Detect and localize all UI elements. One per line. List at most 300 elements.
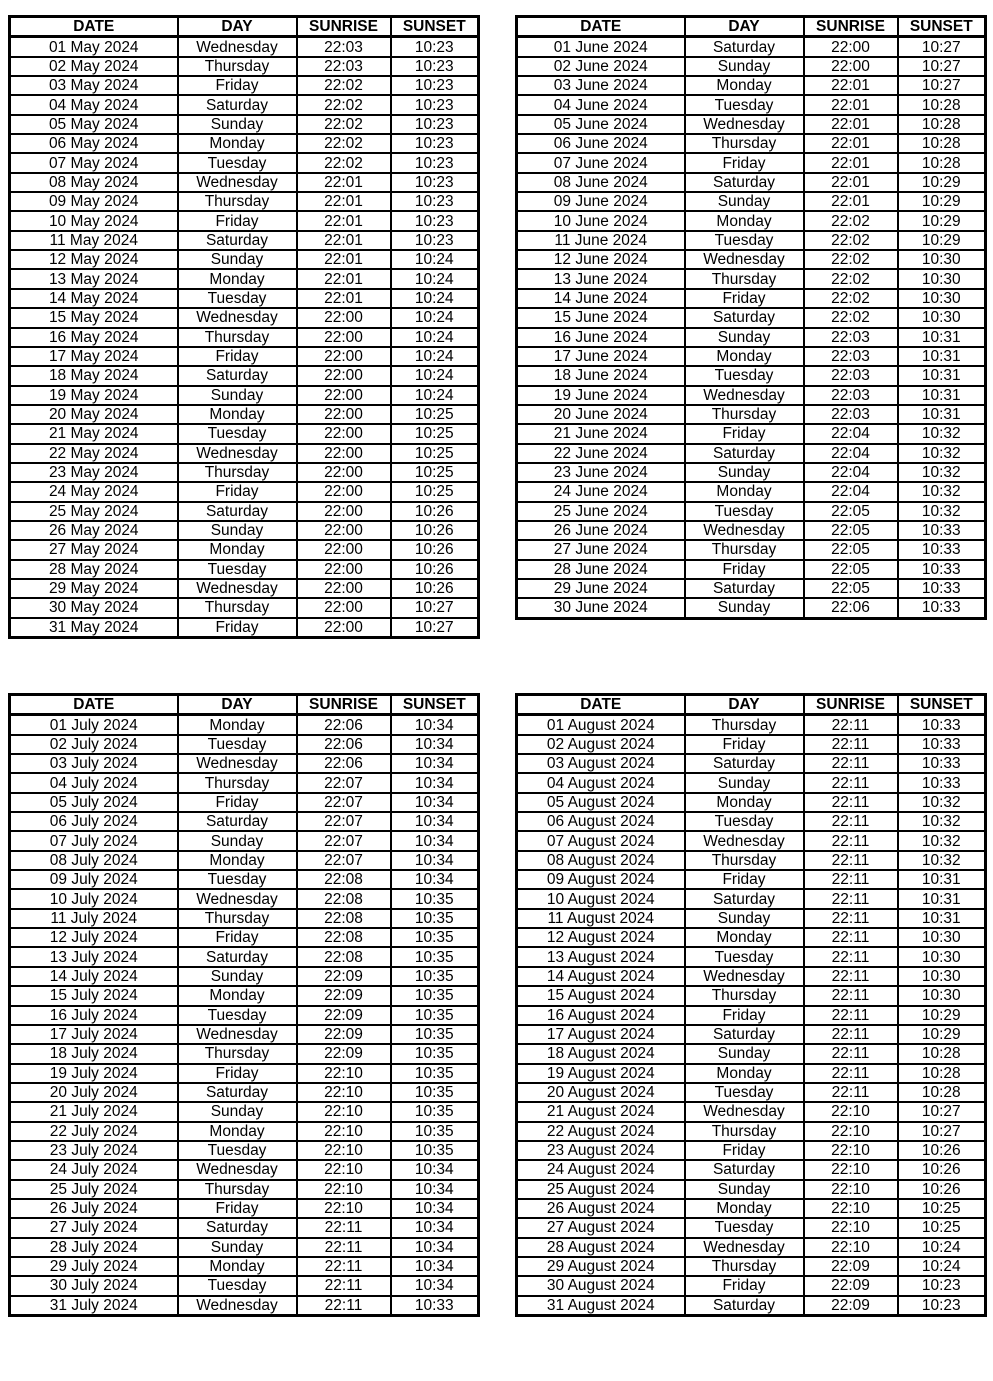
table-row bbox=[10, 192, 479, 211]
day-cell: Wednesday bbox=[178, 37, 297, 57]
sunset-cell: 10:27 bbox=[898, 76, 986, 95]
table-row bbox=[517, 1257, 986, 1276]
sunrise-cell: 22:11 bbox=[804, 754, 898, 773]
date-cell: 20 May 2024 bbox=[10, 405, 178, 424]
table-row bbox=[517, 793, 986, 812]
table-row bbox=[10, 1257, 479, 1276]
table-row bbox=[517, 366, 986, 385]
table-row bbox=[517, 540, 986, 559]
day-cell: Monday bbox=[178, 540, 297, 559]
sunset-cell: 10:24 bbox=[391, 366, 479, 385]
sunrise-cell: 22:10 bbox=[297, 1064, 391, 1083]
table-row bbox=[10, 870, 479, 889]
date-cell: 14 May 2024 bbox=[10, 289, 178, 308]
day-cell: Sunday bbox=[685, 773, 804, 792]
date-cell: 13 July 2024 bbox=[10, 947, 178, 966]
sunrise-cell: 22:01 bbox=[804, 76, 898, 95]
date-cell: 08 June 2024 bbox=[517, 173, 685, 192]
sunrise-cell: 22:00 bbox=[297, 618, 391, 638]
sunset-cell: 10:23 bbox=[391, 211, 479, 230]
sunrise-cell: 22:11 bbox=[804, 1064, 898, 1083]
table-row bbox=[10, 405, 479, 424]
date-cell: 23 May 2024 bbox=[10, 463, 178, 482]
sun-table-august bbox=[515, 693, 987, 1317]
table-row bbox=[10, 289, 479, 308]
sunrise-cell: 22:02 bbox=[297, 153, 391, 172]
sunset-cell: 10:28 bbox=[898, 134, 986, 153]
sunrise-cell: 22:00 bbox=[297, 405, 391, 424]
date-cell: 21 May 2024 bbox=[10, 424, 178, 443]
date-cell: 25 July 2024 bbox=[10, 1180, 178, 1199]
sunrise-cell: 22:09 bbox=[297, 1044, 391, 1063]
sunset-cell: 10:27 bbox=[898, 37, 986, 57]
sunrise-cell: 22:11 bbox=[804, 851, 898, 870]
table-row bbox=[10, 1199, 479, 1218]
sunrise-cell: 22:03 bbox=[804, 405, 898, 424]
table-row bbox=[517, 289, 986, 308]
day-cell: Sunday bbox=[685, 328, 804, 347]
table-row bbox=[10, 269, 479, 288]
date-cell: 27 June 2024 bbox=[517, 540, 685, 559]
date-cell: 29 August 2024 bbox=[517, 1257, 685, 1276]
sunrise-cell: 22:09 bbox=[297, 1025, 391, 1044]
sunset-cell: 10:33 bbox=[391, 1296, 479, 1316]
day-cell: Thursday bbox=[178, 57, 297, 76]
sunset-cell: 10:24 bbox=[391, 347, 479, 366]
sunrise-cell: 22:00 bbox=[297, 482, 391, 501]
day-cell: Friday bbox=[178, 211, 297, 230]
day-cell: Thursday bbox=[685, 269, 804, 288]
sunset-cell: 10:27 bbox=[898, 1102, 986, 1121]
sunrise-cell: 22:08 bbox=[297, 889, 391, 908]
date-cell: 22 August 2024 bbox=[517, 1122, 685, 1141]
day-cell: Monday bbox=[685, 211, 804, 230]
sunset-cell: 10:30 bbox=[898, 269, 986, 288]
day-cell: Wednesday bbox=[178, 1296, 297, 1316]
sunset-cell: 10:34 bbox=[391, 1257, 479, 1276]
date-cell: 15 June 2024 bbox=[517, 308, 685, 327]
date-cell: 07 August 2024 bbox=[517, 831, 685, 850]
table-row bbox=[10, 560, 479, 579]
sunset-cell: 10:24 bbox=[391, 289, 479, 308]
sunrise-cell: 22:00 bbox=[297, 579, 391, 598]
sunset-cell: 10:34 bbox=[391, 715, 479, 735]
date-cell: 25 June 2024 bbox=[517, 502, 685, 521]
sunset-cell: 10:30 bbox=[898, 967, 986, 986]
day-cell: Monday bbox=[178, 851, 297, 870]
date-cell: 03 August 2024 bbox=[517, 754, 685, 773]
table-row bbox=[10, 540, 479, 559]
day-cell: Thursday bbox=[685, 1257, 804, 1276]
date-cell: 09 August 2024 bbox=[517, 870, 685, 889]
sunrise-cell: 22:03 bbox=[297, 57, 391, 76]
table-row bbox=[10, 715, 479, 735]
date-cell: 16 August 2024 bbox=[517, 1006, 685, 1025]
sunrise-cell: 22:00 bbox=[297, 521, 391, 540]
day-cell: Sunday bbox=[178, 115, 297, 134]
date-cell: 18 May 2024 bbox=[10, 366, 178, 385]
table-row bbox=[10, 308, 479, 327]
sunrise-cell: 22:00 bbox=[297, 424, 391, 443]
day-cell: Thursday bbox=[178, 773, 297, 792]
date-header: DATE bbox=[517, 17, 685, 37]
table-row bbox=[10, 909, 479, 928]
sunset-cell: 10:32 bbox=[898, 812, 986, 831]
sunrise-cell: 22:11 bbox=[804, 967, 898, 986]
sunrise-cell: 22:00 bbox=[297, 463, 391, 482]
table-row bbox=[10, 1025, 479, 1044]
table-row bbox=[517, 967, 986, 986]
table-row bbox=[10, 754, 479, 773]
table-row bbox=[10, 598, 479, 617]
date-cell: 17 May 2024 bbox=[10, 347, 178, 366]
date-cell: 23 August 2024 bbox=[517, 1141, 685, 1160]
table-row bbox=[517, 502, 986, 521]
date-cell: 12 August 2024 bbox=[517, 928, 685, 947]
date-cell: 07 June 2024 bbox=[517, 153, 685, 172]
sunset-cell: 10:31 bbox=[898, 328, 986, 347]
day-cell: Thursday bbox=[685, 986, 804, 1005]
date-cell: 12 May 2024 bbox=[10, 250, 178, 269]
table-row bbox=[517, 715, 986, 735]
date-cell: 17 July 2024 bbox=[10, 1025, 178, 1044]
sunset-cell: 10:32 bbox=[898, 424, 986, 443]
sunset-cell: 10:23 bbox=[391, 115, 479, 134]
date-cell: 08 August 2024 bbox=[517, 851, 685, 870]
table-row bbox=[10, 967, 479, 986]
day-cell: Tuesday bbox=[178, 289, 297, 308]
sunrise-cell: 22:10 bbox=[804, 1160, 898, 1179]
day-cell: Wednesday bbox=[685, 115, 804, 134]
date-cell: 30 July 2024 bbox=[10, 1276, 178, 1295]
date-cell: 08 May 2024 bbox=[10, 173, 178, 192]
day-cell: Sunday bbox=[685, 909, 804, 928]
sunrise-cell: 22:10 bbox=[804, 1199, 898, 1218]
sunrise-cell: 22:11 bbox=[804, 928, 898, 947]
date-cell: 03 June 2024 bbox=[517, 76, 685, 95]
sunrise-cell: 22:00 bbox=[297, 560, 391, 579]
header-row bbox=[10, 17, 479, 37]
table-row bbox=[517, 831, 986, 850]
sunset-cell: 10:25 bbox=[898, 1218, 986, 1237]
sunrise-cell: 22:11 bbox=[804, 735, 898, 754]
sunrise-cell: 22:00 bbox=[297, 308, 391, 327]
sunset-cell: 10:33 bbox=[898, 773, 986, 792]
table-row bbox=[10, 37, 479, 57]
sunrise-cell: 22:09 bbox=[804, 1296, 898, 1316]
table-row bbox=[517, 1180, 986, 1199]
sunrise-cell: 22:05 bbox=[804, 560, 898, 579]
day-cell: Saturday bbox=[685, 1160, 804, 1179]
table-row bbox=[10, 1160, 479, 1179]
day-cell: Friday bbox=[685, 289, 804, 308]
day-cell: Monday bbox=[178, 1122, 297, 1141]
sunset-cell: 10:25 bbox=[391, 405, 479, 424]
sun-table-may bbox=[8, 15, 480, 639]
day-cell: Monday bbox=[178, 1257, 297, 1276]
sunset-cell: 10:24 bbox=[391, 250, 479, 269]
table-row bbox=[10, 424, 479, 443]
date-cell: 04 July 2024 bbox=[10, 773, 178, 792]
sunrise-cell: 22:09 bbox=[804, 1257, 898, 1276]
day-cell: Tuesday bbox=[178, 1141, 297, 1160]
table-row bbox=[517, 386, 986, 405]
table-row bbox=[10, 76, 479, 95]
sunrise-cell: 22:06 bbox=[804, 598, 898, 618]
day-cell: Tuesday bbox=[178, 735, 297, 754]
sunrise-cell: 22:02 bbox=[297, 134, 391, 153]
table-row bbox=[10, 444, 479, 463]
day-cell: Friday bbox=[178, 1064, 297, 1083]
table-row bbox=[517, 1238, 986, 1257]
table-row bbox=[517, 1064, 986, 1083]
date-cell: 12 July 2024 bbox=[10, 928, 178, 947]
day-cell: Monday bbox=[685, 793, 804, 812]
day-cell: Sunday bbox=[685, 598, 804, 618]
date-cell: 30 June 2024 bbox=[517, 598, 685, 618]
table-row bbox=[517, 773, 986, 792]
day-cell: Thursday bbox=[685, 851, 804, 870]
day-cell: Tuesday bbox=[685, 812, 804, 831]
date-cell: 13 May 2024 bbox=[10, 269, 178, 288]
table-row bbox=[10, 347, 479, 366]
table-body bbox=[517, 37, 986, 618]
sunrise-cell: 22:01 bbox=[804, 192, 898, 211]
sunset-cell: 10:27 bbox=[391, 598, 479, 617]
date-cell: 02 June 2024 bbox=[517, 57, 685, 76]
day-cell: Monday bbox=[178, 715, 297, 735]
date-cell: 18 June 2024 bbox=[517, 366, 685, 385]
day-cell: Wednesday bbox=[178, 579, 297, 598]
day-cell: Saturday bbox=[178, 1218, 297, 1237]
date-cell: 26 June 2024 bbox=[517, 521, 685, 540]
sunset-cell: 10:31 bbox=[898, 386, 986, 405]
day-cell: Sunday bbox=[178, 831, 297, 850]
day-cell: Wednesday bbox=[178, 1160, 297, 1179]
table-row bbox=[10, 851, 479, 870]
table-row bbox=[517, 928, 986, 947]
day-header: DAY bbox=[178, 17, 297, 37]
table-body bbox=[517, 715, 986, 1316]
date-cell: 04 August 2024 bbox=[517, 773, 685, 792]
day-cell: Monday bbox=[685, 1064, 804, 1083]
day-cell: Tuesday bbox=[685, 502, 804, 521]
date-cell: 23 June 2024 bbox=[517, 463, 685, 482]
day-cell: Monday bbox=[178, 986, 297, 1005]
sunrise-cell: 22:01 bbox=[804, 95, 898, 114]
date-cell: 22 May 2024 bbox=[10, 444, 178, 463]
day-cell: Tuesday bbox=[178, 560, 297, 579]
sunset-cell: 10:23 bbox=[898, 1296, 986, 1316]
date-cell: 15 May 2024 bbox=[10, 308, 178, 327]
date-header: DATE bbox=[10, 17, 178, 37]
day-cell: Sunday bbox=[685, 1044, 804, 1063]
date-cell: 20 August 2024 bbox=[517, 1083, 685, 1102]
table-row bbox=[517, 482, 986, 501]
day-cell: Sunday bbox=[178, 250, 297, 269]
sunset-cell: 10:28 bbox=[898, 95, 986, 114]
date-cell: 11 May 2024 bbox=[10, 231, 178, 250]
date-cell: 20 July 2024 bbox=[10, 1083, 178, 1102]
table-row bbox=[10, 1141, 479, 1160]
sunrise-cell: 22:09 bbox=[297, 986, 391, 1005]
sunset-cell: 10:34 bbox=[391, 812, 479, 831]
sunset-cell: 10:27 bbox=[898, 1122, 986, 1141]
sunrise-cell: 22:07 bbox=[297, 773, 391, 792]
date-cell: 26 August 2024 bbox=[517, 1199, 685, 1218]
day-cell: Monday bbox=[178, 405, 297, 424]
sunrise-cell: 22:11 bbox=[804, 812, 898, 831]
sunrise-cell: 22:01 bbox=[297, 269, 391, 288]
sunrise-cell: 22:08 bbox=[297, 928, 391, 947]
date-cell: 21 August 2024 bbox=[517, 1102, 685, 1121]
table-row bbox=[517, 95, 986, 114]
sunset-cell: 10:30 bbox=[898, 289, 986, 308]
date-cell: 10 July 2024 bbox=[10, 889, 178, 908]
day-cell: Friday bbox=[685, 560, 804, 579]
table-row bbox=[517, 1218, 986, 1237]
sunset-cell: 10:30 bbox=[898, 308, 986, 327]
date-cell: 01 July 2024 bbox=[10, 715, 178, 735]
day-cell: Friday bbox=[178, 76, 297, 95]
sunrise-cell: 22:08 bbox=[297, 909, 391, 928]
day-cell: Friday bbox=[685, 424, 804, 443]
date-cell: 19 May 2024 bbox=[10, 386, 178, 405]
sunset-cell: 10:23 bbox=[391, 37, 479, 57]
sunrise-cell: 22:11 bbox=[804, 1025, 898, 1044]
sunset-cell: 10:32 bbox=[898, 502, 986, 521]
day-cell: Wednesday bbox=[685, 386, 804, 405]
table-row bbox=[10, 502, 479, 521]
sunset-cell: 10:32 bbox=[898, 463, 986, 482]
table-row bbox=[10, 793, 479, 812]
sunrise-cell: 22:11 bbox=[297, 1218, 391, 1237]
table-row bbox=[10, 115, 479, 134]
sunset-cell: 10:29 bbox=[898, 231, 986, 250]
table-row bbox=[10, 95, 479, 114]
sunset-cell: 10:32 bbox=[898, 851, 986, 870]
sunrise-cell: 22:02 bbox=[804, 308, 898, 327]
sunset-cell: 10:29 bbox=[898, 173, 986, 192]
sunrise-cell: 22:11 bbox=[804, 1083, 898, 1102]
table-row bbox=[10, 1122, 479, 1141]
sunrise-header: SUNRISE bbox=[297, 695, 391, 715]
header-row bbox=[517, 17, 986, 37]
sunset-cell: 10:26 bbox=[898, 1180, 986, 1199]
day-cell: Sunday bbox=[178, 1238, 297, 1257]
date-cell: 05 June 2024 bbox=[517, 115, 685, 134]
table-row bbox=[517, 909, 986, 928]
table-row bbox=[517, 153, 986, 172]
day-cell: Saturday bbox=[685, 754, 804, 773]
day-cell: Friday bbox=[178, 1199, 297, 1218]
day-cell: Tuesday bbox=[178, 424, 297, 443]
sunrise-cell: 22:11 bbox=[804, 947, 898, 966]
day-cell: Saturday bbox=[178, 1083, 297, 1102]
date-cell: 02 July 2024 bbox=[10, 735, 178, 754]
sunrise-cell: 22:10 bbox=[804, 1141, 898, 1160]
day-cell: Thursday bbox=[178, 328, 297, 347]
sunset-cell: 10:23 bbox=[391, 173, 479, 192]
date-cell: 10 June 2024 bbox=[517, 211, 685, 230]
day-cell: Tuesday bbox=[685, 947, 804, 966]
sunset-cell: 10:33 bbox=[898, 521, 986, 540]
table-row bbox=[10, 231, 479, 250]
table-row bbox=[517, 1296, 986, 1316]
sunrise-cell: 22:11 bbox=[297, 1257, 391, 1276]
day-cell: Wednesday bbox=[685, 1238, 804, 1257]
sunrise-cell: 22:02 bbox=[297, 76, 391, 95]
table-row bbox=[517, 347, 986, 366]
table-row bbox=[10, 366, 479, 385]
sunset-cell: 10:35 bbox=[391, 1006, 479, 1025]
sunrise-cell: 22:10 bbox=[297, 1199, 391, 1218]
sunset-cell: 10:24 bbox=[898, 1257, 986, 1276]
table-row bbox=[517, 37, 986, 57]
sunrise-cell: 22:10 bbox=[297, 1141, 391, 1160]
sunrise-cell: 22:11 bbox=[804, 793, 898, 812]
date-cell: 23 July 2024 bbox=[10, 1141, 178, 1160]
day-cell: Wednesday bbox=[178, 889, 297, 908]
date-cell: 25 May 2024 bbox=[10, 502, 178, 521]
sunrise-cell: 22:11 bbox=[804, 909, 898, 928]
day-cell: Sunday bbox=[685, 463, 804, 482]
sunset-cell: 10:29 bbox=[898, 211, 986, 230]
sunset-cell: 10:26 bbox=[391, 502, 479, 521]
sunrise-cell: 22:06 bbox=[297, 754, 391, 773]
sunset-cell: 10:32 bbox=[898, 444, 986, 463]
sunset-cell: 10:23 bbox=[391, 76, 479, 95]
table-row bbox=[517, 231, 986, 250]
table-row bbox=[10, 1083, 479, 1102]
sunset-header: SUNSET bbox=[898, 17, 986, 37]
sunset-header: SUNSET bbox=[391, 17, 479, 37]
date-cell: 28 August 2024 bbox=[517, 1238, 685, 1257]
day-cell: Wednesday bbox=[685, 967, 804, 986]
day-cell: Saturday bbox=[685, 173, 804, 192]
sunset-cell: 10:24 bbox=[391, 328, 479, 347]
sunrise-cell: 22:02 bbox=[297, 95, 391, 114]
sunset-cell: 10:33 bbox=[898, 754, 986, 773]
sunset-cell: 10:23 bbox=[391, 134, 479, 153]
sunset-cell: 10:25 bbox=[391, 424, 479, 443]
sunrise-cell: 22:10 bbox=[804, 1218, 898, 1237]
sunrise-cell: 22:10 bbox=[297, 1180, 391, 1199]
table-row bbox=[10, 1064, 479, 1083]
sunrise-cell: 22:11 bbox=[804, 773, 898, 792]
date-cell: 28 May 2024 bbox=[10, 560, 178, 579]
sunset-cell: 10:23 bbox=[898, 1276, 986, 1295]
sunset-cell: 10:34 bbox=[391, 851, 479, 870]
sunset-cell: 10:30 bbox=[898, 928, 986, 947]
sunrise-header: SUNRISE bbox=[804, 695, 898, 715]
sunset-cell: 10:34 bbox=[391, 870, 479, 889]
sunset-cell: 10:25 bbox=[391, 463, 479, 482]
table-row bbox=[517, 735, 986, 754]
sunrise-cell: 22:00 bbox=[804, 37, 898, 57]
day-cell: Thursday bbox=[685, 715, 804, 735]
sunrise-cell: 22:07 bbox=[297, 851, 391, 870]
sunrise-cell: 22:03 bbox=[804, 366, 898, 385]
sunset-cell: 10:31 bbox=[898, 909, 986, 928]
sunset-cell: 10:26 bbox=[898, 1141, 986, 1160]
table-row bbox=[517, 211, 986, 230]
sunset-cell: 10:34 bbox=[391, 1276, 479, 1295]
sunrise-cell: 22:10 bbox=[804, 1102, 898, 1121]
table-row bbox=[517, 444, 986, 463]
table-row bbox=[10, 928, 479, 947]
sunset-cell: 10:33 bbox=[898, 560, 986, 579]
